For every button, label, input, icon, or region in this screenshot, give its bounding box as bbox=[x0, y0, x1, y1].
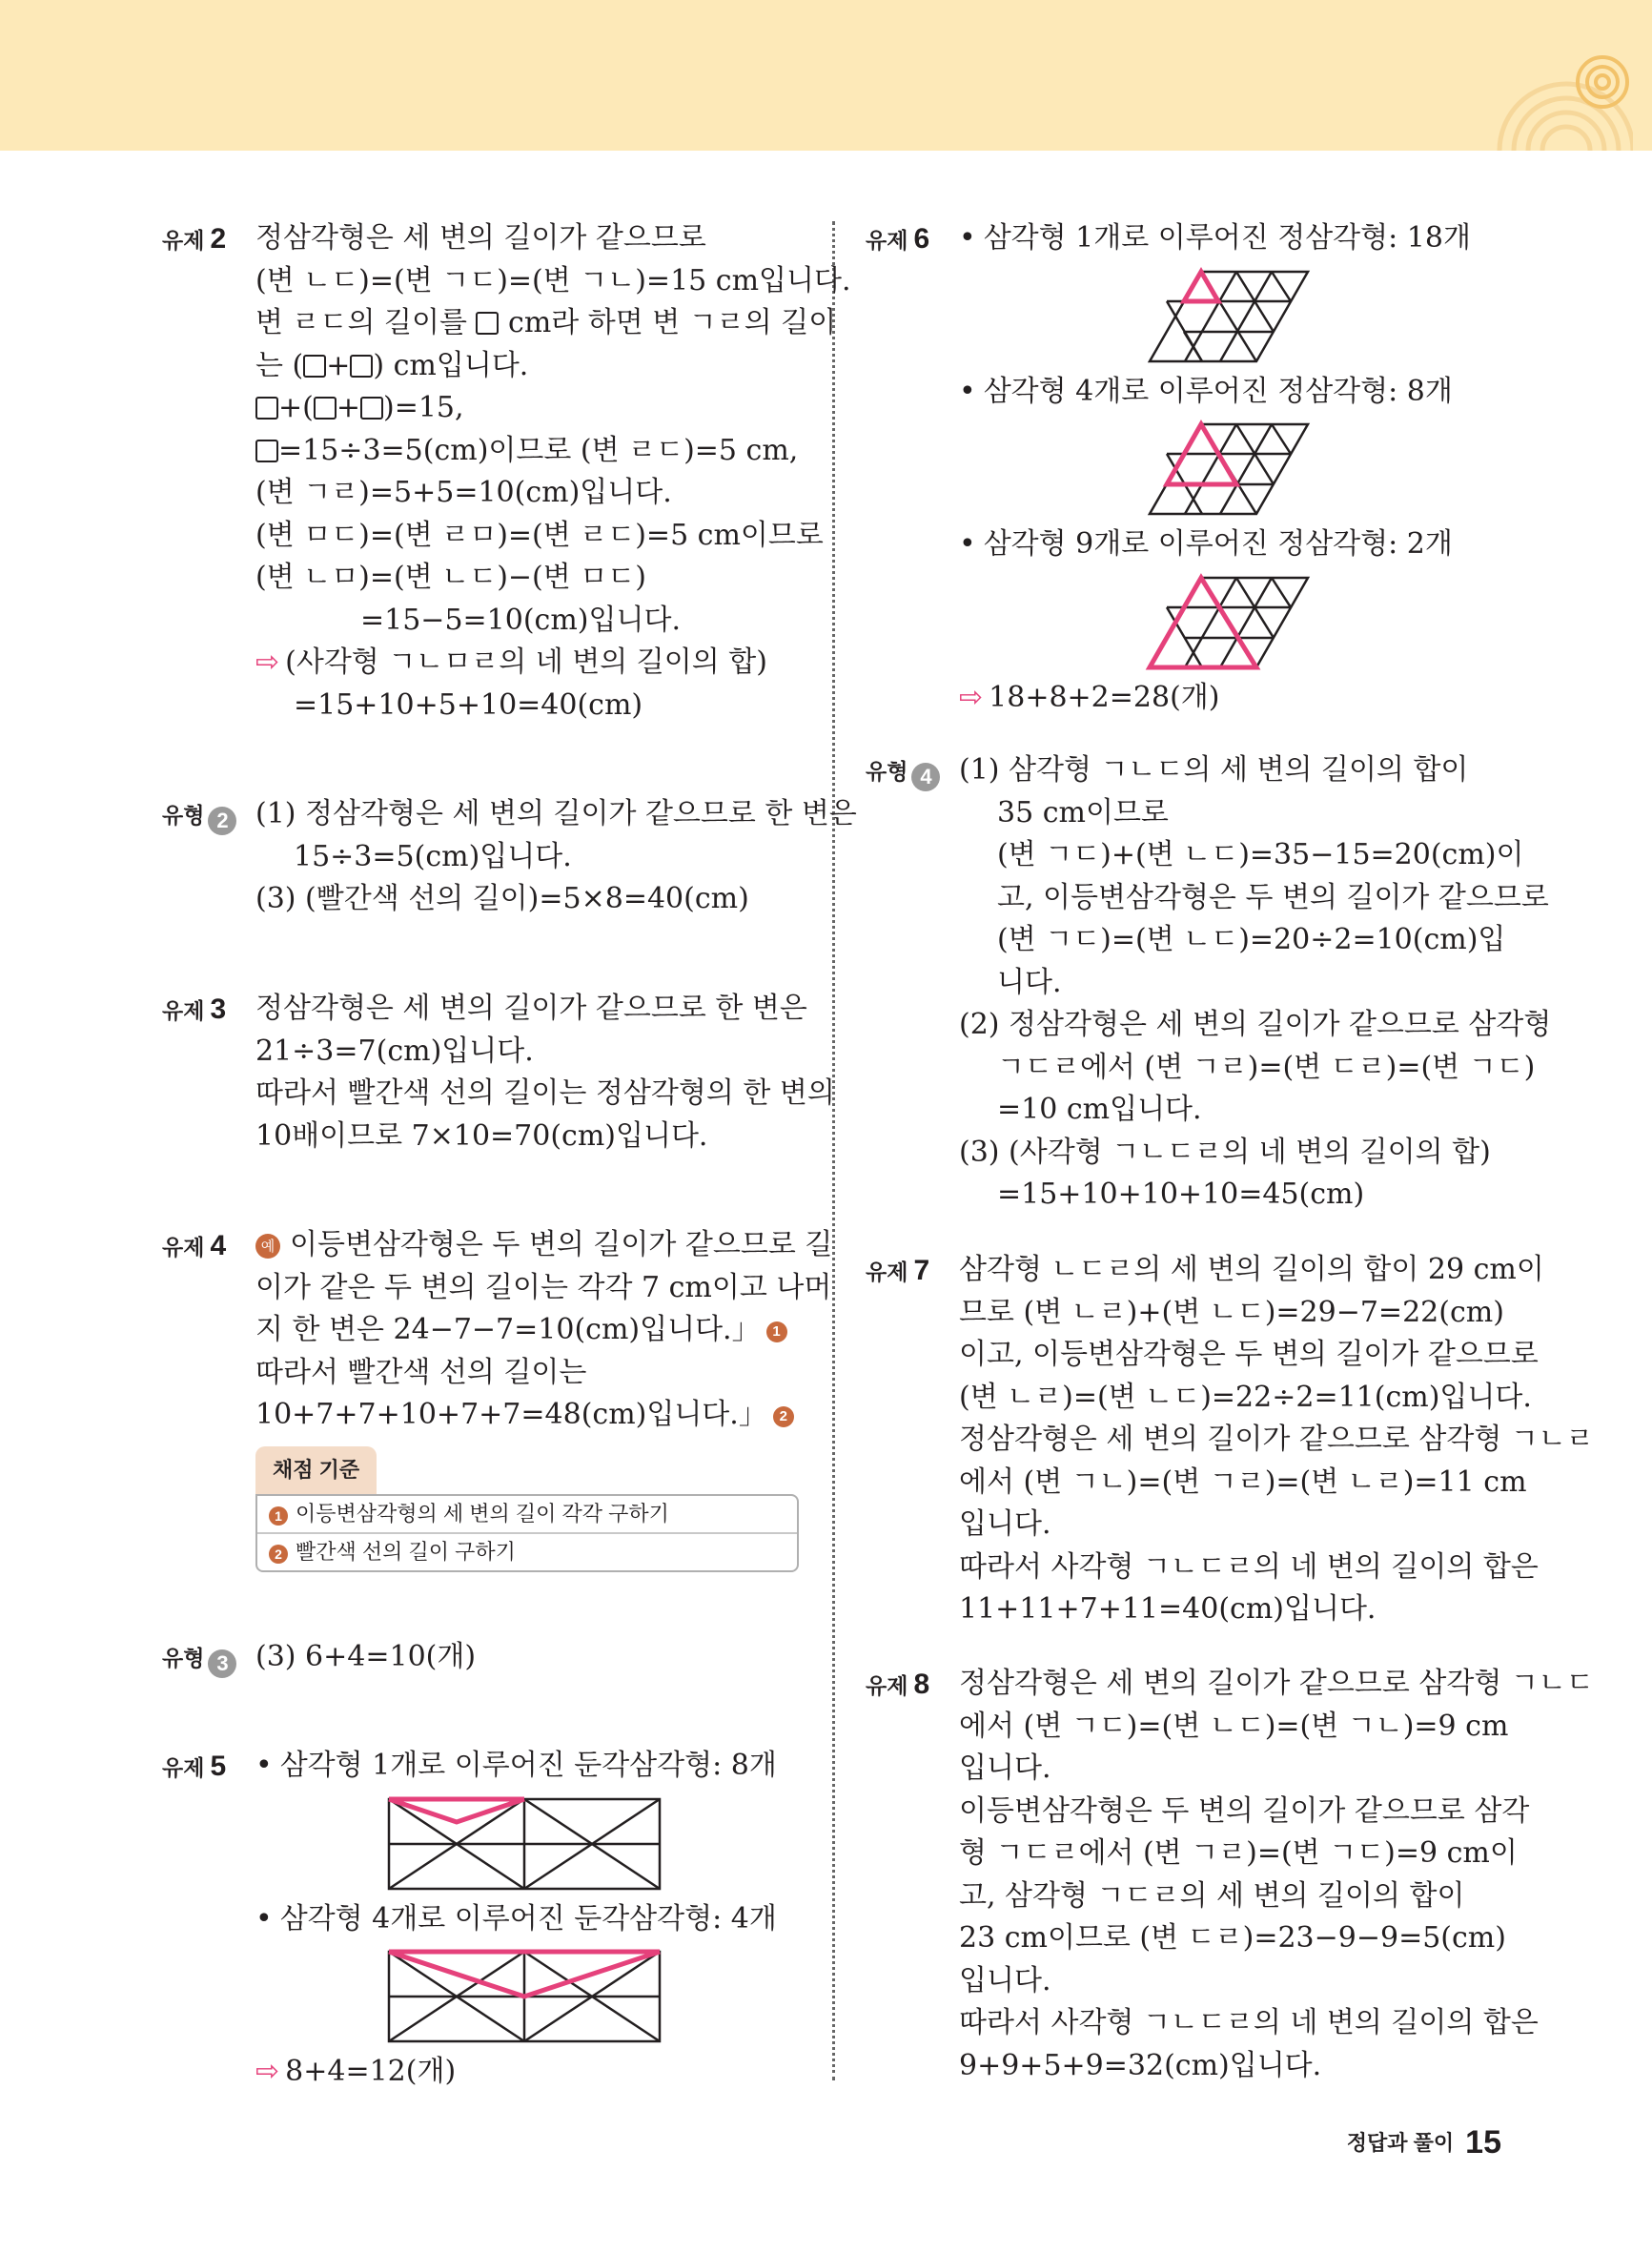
text-line: =15÷3=5(cm)이므로 (변 ㄹㄷ)=5 cm, bbox=[255, 430, 803, 473]
footer-label: 정답과 풀이 bbox=[1346, 2131, 1455, 2155]
rectangle-grid-figure bbox=[255, 1946, 789, 2045]
section-yuje-8 bbox=[866, 1663, 1594, 2087]
triangle-grid-figure bbox=[959, 419, 1493, 518]
text-line: 15÷3=5(cm)입니다. bbox=[294, 839, 572, 873]
text-line: 21÷3=7(cm)입니다. bbox=[255, 1034, 534, 1068]
text-line: 입니다. bbox=[959, 1963, 1051, 1997]
section-yuje-7 bbox=[866, 1249, 1594, 1631]
rubric-row: 1 이등변삼각형의 세 변의 길이 각각 구하기 bbox=[257, 1496, 797, 1532]
text-line: (변 ㄴㅁ)=(변 ㄴㄷ)−(변 ㅁㄷ) bbox=[255, 561, 646, 594]
swirl-decoration bbox=[1490, 46, 1633, 151]
text-line: (변 ㄱㄷ)+(변 ㄴㄷ)=35−15=20(cm)이 bbox=[997, 838, 1524, 871]
text-line: 35 cm이므로 bbox=[997, 795, 1169, 830]
text-line: 에서 (변 ㄱㄷ)=(변 ㄴㄷ)=(변 ㄱㄴ)=9 cm bbox=[959, 1709, 1509, 1743]
section-yuhyeong-3 bbox=[162, 1636, 803, 1679]
section-label: 유형 4 bbox=[866, 750, 940, 793]
text-line: 10배이므로 7×10=70(cm)입니다. bbox=[255, 1118, 708, 1153]
text-line: 입니다. bbox=[959, 1507, 1051, 1541]
text-line: 므로 (변 ㄴㄹ)+(변 ㄴㄷ)=29−7=22(cm) bbox=[959, 1295, 1504, 1329]
text-line: 지 한 변은 24−7−7=10(cm)입니다.」 1 bbox=[255, 1309, 803, 1352]
section-yuje-2 bbox=[162, 217, 851, 727]
header-band bbox=[0, 0, 1652, 151]
rectangle-grid-figure bbox=[255, 1793, 789, 1893]
text-line: ⇨ 18+8+2=28(개) bbox=[959, 680, 1220, 714]
text-line: ㄱㄷㄹ에서 (변 ㄱㄹ)=(변 ㄷㄹ)=(변 ㄱㄷ) bbox=[997, 1050, 1536, 1084]
scoring-rubric bbox=[255, 1446, 803, 1573]
text-line: 따라서 사각형 ㄱㄴㄷㄹ의 네 변의 길이의 합은 bbox=[959, 1549, 1539, 1584]
arrow-icon: ⇨ bbox=[959, 680, 984, 714]
text-line: (3) (빨간색 선의 길이)=5×8=40(cm) bbox=[255, 882, 749, 915]
text-line: 정삼각형은 세 변의 길이가 같으므로 한 변은 bbox=[255, 992, 807, 1025]
text-line: 형 ㄱㄷㄹ에서 (변 ㄱㄹ)=(변 ㄱㄷ)=9 cm이 bbox=[959, 1836, 1518, 1870]
text-line: 정삼각형은 세 변의 길이가 같으므로 삼각형 ㄱㄴㄷ bbox=[959, 1667, 1594, 1700]
bullet-line: • 삼각형 4개로 이루어진 정삼각형: 8개 bbox=[959, 374, 1453, 408]
text-line: 삼각형 ㄴㄷㄹ의 세 변의 길이의 합이 29 cm이 bbox=[959, 1253, 1544, 1286]
text-line: 는 ( + ) cm입니다. bbox=[255, 348, 529, 382]
step-marker: 2 bbox=[773, 1406, 794, 1427]
text-line: 이등변삼각형은 두 변의 길이가 같으므로 삼각 bbox=[959, 1793, 1530, 1828]
bullet-line: • 삼각형 1개로 이루어진 둔각삼각형: 8개 bbox=[255, 1749, 777, 1782]
text-line: 변 ㄹㄷ의 길이를 cm라 하면 변 ㄱㄹ의 길이 bbox=[255, 306, 837, 339]
text-line: 따라서 빨간색 선의 길이는 bbox=[255, 1355, 587, 1389]
triangle-grid-figure bbox=[959, 266, 1493, 365]
text-line: 입니다. bbox=[959, 1751, 1051, 1785]
section-label: 유제 6 bbox=[866, 223, 930, 255]
text-line: 니다. bbox=[997, 965, 1062, 999]
section-yuje-3 bbox=[162, 988, 835, 1157]
arrow-icon: ⇨ bbox=[255, 2055, 280, 2088]
section-yuje-5 bbox=[162, 1745, 803, 2094]
text-line: 고, 삼각형 ㄱㄷㄹ의 세 변의 길이의 합이 bbox=[959, 1878, 1465, 1913]
text-line: (변 ㄴㄷ)=(변 ㄱㄷ)=(변 ㄱㄴ)=15 cm입니다. bbox=[255, 263, 851, 297]
text-line: ⇨ 8+4=12(개) bbox=[255, 2055, 457, 2088]
text-line: ⇨ (사각형 ㄱㄴㅁㄹ의 네 변의 길이의 합) bbox=[255, 645, 767, 679]
bullet-line: • 삼각형 4개로 이루어진 둔각삼각형: 4개 bbox=[255, 1901, 777, 1936]
section-label: 유제 5 bbox=[162, 1751, 227, 1782]
text-line: 11+11+7+11=40(cm)입니다. bbox=[959, 1592, 1377, 1626]
section-yuje-4 bbox=[162, 1224, 833, 1572]
page-footer bbox=[1347, 2124, 1501, 2161]
text-line: 예 이등변삼각형은 두 변의 길이가 같으므로 길 bbox=[255, 1224, 803, 1267]
text-line: (3) (사각형 ㄱㄴㄷㄹ의 네 변의 길이의 합) bbox=[959, 1135, 1491, 1169]
section-label: 유제 7 bbox=[866, 1255, 930, 1286]
text-line: 이가 같은 두 변의 길이는 각각 7 cm이고 나머 bbox=[255, 1270, 832, 1304]
text-line: +( + )=15, bbox=[255, 387, 803, 430]
text-line: 따라서 사각형 ㄱㄴㄷㄹ의 네 변의 길이의 합은 bbox=[959, 2006, 1539, 2039]
section-label: 유제 4 bbox=[162, 1230, 227, 1261]
text-line: (변 ㅁㄷ)=(변 ㄹㅁ)=(변 ㄹㄷ)=5 cm이므로 bbox=[255, 518, 824, 552]
text-line: 에서 (변 ㄱㄴ)=(변 ㄱㄹ)=(변 ㄴㄹ)=11 cm bbox=[959, 1464, 1527, 1499]
text-line: 9+9+5+9=32(cm)입니다. bbox=[959, 2048, 1322, 2082]
section-label: 유형 2 bbox=[162, 794, 236, 837]
text-line: (3) 6+4=10(개) bbox=[255, 1640, 477, 1673]
bullet-line: • 삼각형 9개로 이루어진 정삼각형: 2개 bbox=[959, 527, 1453, 561]
triangle-grid-figure bbox=[959, 572, 1493, 671]
text-line: (변 ㄱㄹ)=5+5=10(cm)입니다. bbox=[255, 476, 672, 509]
rubric-row: 2 빨간색 선의 길이 구하기 bbox=[257, 1532, 797, 1570]
blank-box bbox=[360, 397, 383, 420]
rubric-header: 채점 기준 bbox=[255, 1446, 377, 1495]
text-line: (1) 정삼각형은 세 변의 길이가 같으므로 한 변은 bbox=[255, 797, 857, 830]
text-line: 정삼각형은 세 변의 길이가 같으므로 bbox=[255, 221, 706, 255]
example-badge: 예 bbox=[255, 1234, 280, 1259]
text-line: =15+10+10+10=45(cm) bbox=[997, 1178, 1365, 1211]
text-line: =15−5=10(cm)입니다. bbox=[360, 603, 681, 637]
bullet-line: • 삼각형 1개로 이루어진 정삼각형: 18개 bbox=[959, 221, 1471, 255]
section-label: 유제 2 bbox=[162, 223, 227, 255]
column-divider bbox=[832, 221, 835, 2080]
blank-box bbox=[303, 355, 326, 378]
blank-box bbox=[255, 397, 278, 420]
section-label: 유제 3 bbox=[162, 993, 227, 1025]
text-line: =10 cm입니다. bbox=[997, 1093, 1202, 1126]
text-line: 이고, 이등변삼각형은 두 변의 길이가 같으므로 bbox=[959, 1338, 1539, 1371]
arrow-icon: ⇨ bbox=[255, 645, 280, 679]
text-line: 23 cm이므로 (변 ㄷㄹ)=23−9−9=5(cm) bbox=[959, 1921, 1506, 1955]
blank-box bbox=[255, 440, 278, 462]
text-line: =15+10+5+10=40(cm) bbox=[294, 687, 643, 722]
page-number: 15 bbox=[1465, 2124, 1501, 2161]
step-marker: 1 bbox=[766, 1321, 787, 1342]
text-line: 따라서 빨간색 선의 길이는 정삼각형의 한 변의 bbox=[255, 1076, 835, 1110]
blank-box bbox=[476, 312, 499, 335]
section-yuje-6 bbox=[866, 217, 1499, 719]
text-line: (1) 삼각형 ㄱㄴㄷ의 세 변의 길이의 합이 bbox=[959, 753, 1469, 787]
text-line: 고, 이등변삼각형은 두 변의 길이가 같으므로 bbox=[997, 880, 1549, 914]
text-line: 10+7+7+10+7+7=48(cm)입니다.」 2 bbox=[255, 1394, 803, 1437]
text-line: 정삼각형은 세 변의 길이가 같으므로 삼각형 ㄱㄴㄹ bbox=[959, 1423, 1594, 1456]
text-line: (변 ㄴㄹ)=(변 ㄴㄷ)=22÷2=11(cm)입니다. bbox=[959, 1380, 1532, 1414]
blank-box bbox=[350, 355, 373, 378]
text-line: (변 ㄱㄷ)=(변 ㄴㄷ)=20÷2=10(cm)입 bbox=[997, 923, 1506, 956]
section-yuhyeong-2 bbox=[162, 793, 857, 921]
blank-box bbox=[314, 397, 337, 420]
section-label: 유제 8 bbox=[866, 1669, 930, 1700]
section-label: 유형 3 bbox=[162, 1637, 236, 1680]
section-yuhyeong-4 bbox=[866, 749, 1552, 1217]
text-line: (2) 정삼각형은 세 변의 길이가 같으므로 삼각형 bbox=[959, 1008, 1552, 1041]
